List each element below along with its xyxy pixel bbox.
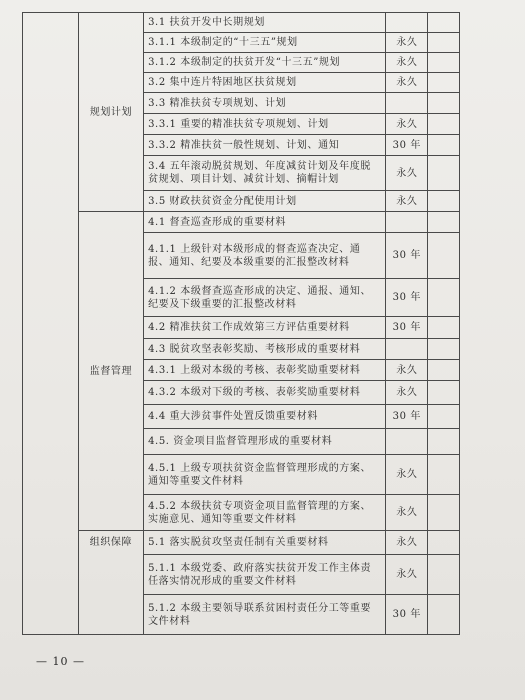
item-cell: 3.1.1 本级制定的“十三五”规划 [144,33,386,53]
note-cell [428,555,460,595]
note-cell [428,233,460,279]
note-cell [428,212,460,233]
item-cell: 3.3.1 重要的精准扶贫专项规划、计划 [144,114,386,135]
note-cell [428,33,460,53]
note-cell [428,405,460,429]
note-cell [428,495,460,531]
note-cell [428,455,460,495]
term-cell: 永久 [386,33,428,53]
item-cell: 5.1.2 本级主要领导联系贫困村责任分工等重要文件材料 [144,595,386,635]
category-organization: 组织保障 [78,531,143,635]
item-cell: 4.1 督查巡查形成的重要材料 [144,212,386,233]
note-cell [428,381,460,405]
item-cell: 4.5.1 上级专项扶贫资金监督管理形成的方案、通知等重要文件材料 [144,455,386,495]
item-cell: 4.3.2 本级对下级的考核、表彰奖励重要材料 [144,381,386,405]
item-cell: 5.1.1 本级党委、政府落实扶贫开发工作主体责任落实情况形成的重要文件材料 [144,555,386,595]
term-cell: 30 年 [386,279,428,317]
item-cell: 4.4 重大涉贫事件处置反馈重要材料 [144,405,386,429]
item-cell: 4.2 精准扶贫工作成效第三方评估重要材料 [144,317,386,339]
term-cell: 永久 [386,360,428,381]
note-cell [428,73,460,93]
term-cell [386,429,428,455]
term-cell: 永久 [386,191,428,212]
page-number: — 10 — [36,655,85,668]
note-cell [428,53,460,73]
item-cell: 4.5.2 本级扶贫专项资金项目监督管理的方案、实施意见、通知等重要文件材料 [144,495,386,531]
note-cell [428,531,460,555]
note-cell [428,114,460,135]
item-cell: 4.1.2 本级督查巡查形成的决定、通报、通知、纪要及下级重要的汇报整改材料 [144,279,386,317]
term-cell: 30 年 [386,405,428,429]
index-cell [23,13,79,635]
category-supervision: 监督管理 [78,212,143,531]
note-cell [428,191,460,212]
item-cell: 4.1.1 上级针对本级形成的督查巡查决定、通报、通知、纪要及本级重要的汇报整改材料 [144,233,386,279]
note-cell [428,279,460,317]
item-cell: 3.3 精准扶贫专项规划、计划 [144,93,386,114]
table-row [23,13,460,33]
table-row [23,531,460,555]
term-cell: 永久 [386,114,428,135]
term-cell: 永久 [386,555,428,595]
term-cell: 永久 [386,495,428,531]
note-cell [428,135,460,156]
item-cell: 3.5 财政扶贫资金分配使用计划 [144,191,386,212]
note-cell [428,93,460,114]
term-cell: 永久 [386,53,428,73]
retention-table [22,12,460,635]
note-cell [428,317,460,339]
term-cell: 永久 [386,455,428,495]
item-cell: 3.1.2 本级制定的扶贫开发“十三五”规划 [144,53,386,73]
item-cell: 5.1 落实脱贫攻坚责任制有关重要材料 [144,531,386,555]
term-cell: 30 年 [386,135,428,156]
table-row [23,212,460,233]
note-cell [428,360,460,381]
term-cell: 永久 [386,73,428,93]
term-cell: 30 年 [386,317,428,339]
item-cell: 3.1 扶贫开发中长期规划 [144,13,386,33]
item-cell: 3.2 集中连片特困地区扶贫规划 [144,73,386,93]
item-cell: 4.5. 资金项目监督管理形成的重要材料 [144,429,386,455]
term-cell: 永久 [386,531,428,555]
term-cell: 永久 [386,381,428,405]
term-cell [386,339,428,360]
note-cell [428,339,460,360]
term-cell: 永久 [386,156,428,191]
term-cell: 30 年 [386,595,428,635]
item-cell: 3.3.2 精准扶贫一般性规划、计划、通知 [144,135,386,156]
term-cell [386,13,428,33]
term-cell: 30 年 [386,233,428,279]
item-cell: 3.4 五年滚动脱贫规划、年度减贫计划及年度脱贫规划、项目计划、减贫计划、摘帽计划 [144,156,386,191]
note-cell [428,429,460,455]
note-cell [428,595,460,635]
term-cell [386,212,428,233]
note-cell [428,156,460,191]
item-cell: 4.3.1 上级对本级的考核、表彰奖励重要材料 [144,360,386,381]
category-planning: 规划计划 [78,13,143,212]
note-cell [428,13,460,33]
item-cell: 4.3 脱贫攻坚表彰奖励、考核形成的重要材料 [144,339,386,360]
term-cell [386,93,428,114]
